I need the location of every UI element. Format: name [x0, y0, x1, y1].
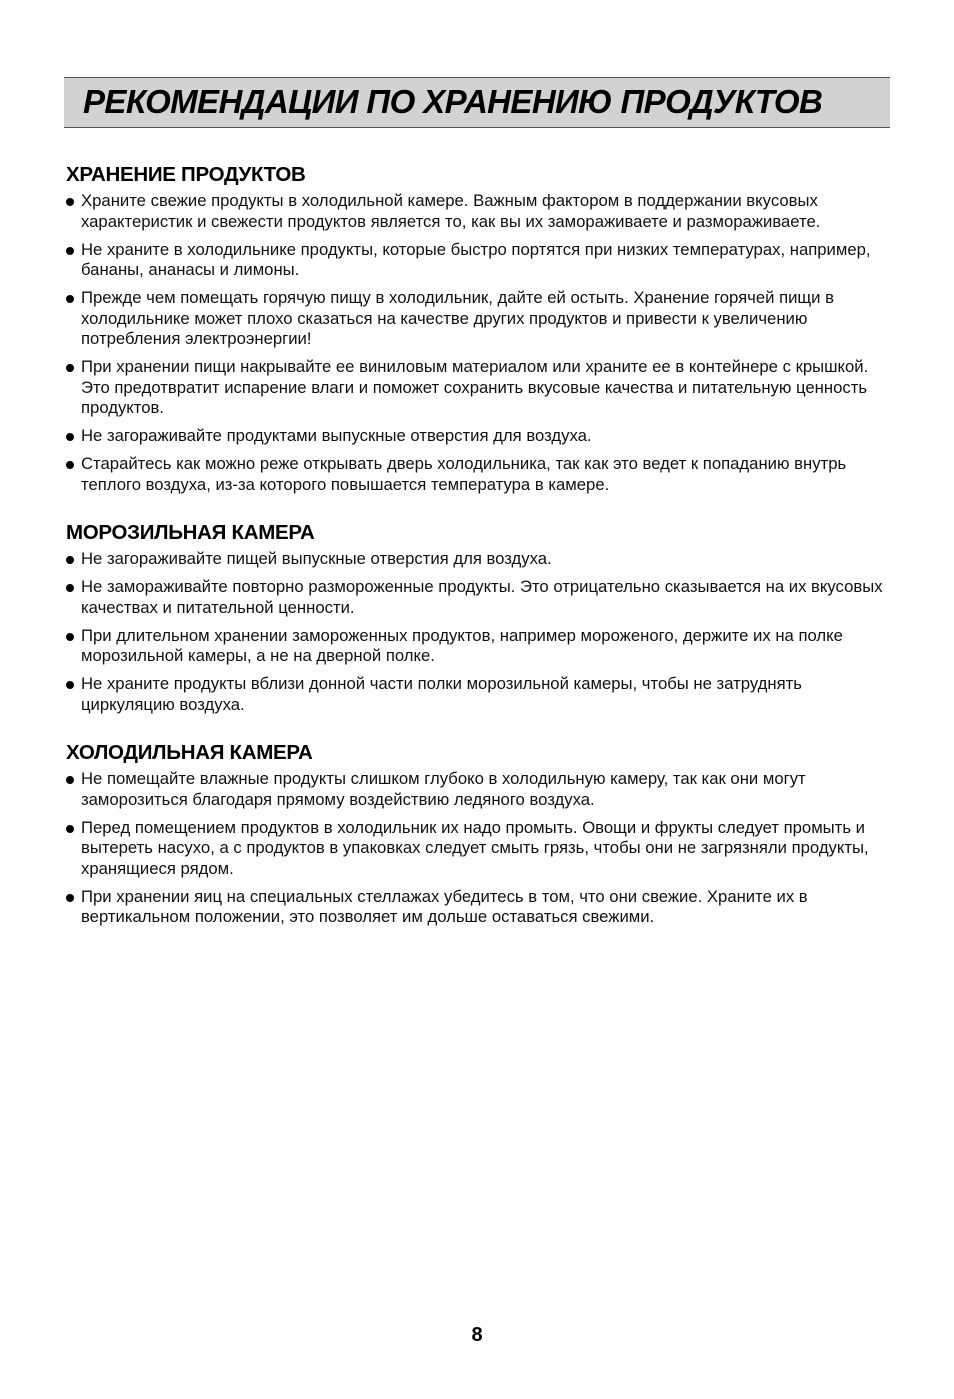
list-item — [66, 549, 890, 570]
bullet-list — [66, 769, 890, 928]
section-heading: МОРОЗИЛЬНАЯ КАМЕРА — [66, 521, 315, 544]
list-item-text: При длительном хранении замороженных продуктов, например мороженого, держите их на полке морозильной камеры, а не на дверной полке. — [81, 625, 843, 665]
section-heading: ХРАНЕНИЕ ПРОДУКТОВ — [66, 163, 306, 186]
list-item — [66, 818, 890, 880]
bullet-icon — [66, 584, 74, 592]
bullet-icon — [66, 295, 74, 303]
list-item-text: Перед помещением продуктов в холодильник их надо промыть. Овощи и фрукты следует промыть и вытереть насухо, а с продуктов в упаковках следует смыть грязь, чтобы они не загрязняли продукты, хранящиеся рядом. — [81, 817, 869, 878]
list-item — [66, 626, 890, 667]
list-item-text: Не загораживайте пищей выпускные отверстия для воздуха. — [81, 549, 552, 568]
list-item-text: Прежде чем помещать горячую пищу в холодильник, дайте ей остыть. Хранение горячей пищи в холодильнике может плохо сказаться на качестве других продуктов и привести к увеличению потребления электроэнергии! — [81, 288, 834, 348]
list-item — [66, 191, 890, 232]
bullet-icon — [66, 433, 74, 441]
list-item-text: Не замораживайте повторно размороженные продукты. Это отрицательно сказывается на их вкусовых качествах и питательной ценности. — [81, 577, 883, 617]
bullet-list — [66, 191, 890, 495]
bullet-icon — [66, 364, 74, 372]
list-item-text: Не загораживайте продуктами выпускные отверстия для воздуха. — [81, 426, 592, 445]
list-item-text: При хранении яиц на специальных стеллажах убедитесь в том, что они свежие. Храните их в вертикальном положении, это позволяет им дольше оставаться свежими. — [81, 886, 808, 926]
list-item — [66, 674, 890, 715]
title-banner — [64, 77, 890, 128]
list-item — [66, 357, 890, 419]
bullet-icon — [66, 776, 74, 784]
bullet-icon — [66, 461, 74, 469]
section-fridge — [66, 738, 890, 928]
list-item — [66, 577, 890, 618]
bullet-icon — [66, 681, 74, 689]
list-item — [66, 288, 890, 350]
list-item — [66, 887, 890, 928]
bullet-icon — [66, 894, 74, 902]
bullet-icon — [66, 825, 74, 833]
section-heading: ХОЛОДИЛЬНАЯ КАМЕРА — [66, 741, 313, 764]
page-title: РЕКОМЕНДАЦИИ ПО ХРАНЕНИЮ ПРОДУКТОВ — [83, 83, 823, 120]
section-food-storage — [66, 160, 890, 495]
page-number: 8 — [471, 1324, 483, 1346]
list-item-text: Не храните в холодильнике продукты, которые быстро портятся при низких температурах, например, бананы, ананасы и лимоны. — [81, 239, 871, 279]
list-item — [66, 769, 890, 810]
list-item — [66, 454, 890, 495]
section-freezer — [66, 518, 890, 715]
bullet-icon — [66, 247, 74, 255]
bullet-icon — [66, 198, 74, 206]
bullet-icon — [66, 556, 74, 564]
bullet-list — [66, 549, 890, 715]
list-item-text: Не храните продукты вблизи донной части полки морозильной камеры, чтобы не затруднять циркуляцию воздуха. — [81, 674, 802, 714]
list-item-text: Не помещайте влажные продукты слишком глубоко в холодильную камеру, так как они могут заморозиться благодаря прямому воздействию ледяного воздуха. — [81, 769, 806, 809]
list-item-text: Храните свежие продукты в холодильной камере. Важным фактором в поддержании вкусовых характеристик и свежести продуктов является то, как вы их замораживаете и размораживаете. — [81, 191, 821, 231]
main-content — [66, 160, 890, 928]
list-item-text: При хранении пищи накрывайте ее виниловым материалом или храните ее в контейнере с крышкой. Это предотвратит испарение влаги и поможет сохранить вкусовые качества и питательную ценность продуктов. — [81, 357, 869, 417]
list-item — [66, 426, 890, 447]
list-item — [66, 240, 890, 281]
bullet-icon — [66, 633, 74, 641]
list-item-text: Старайтесь как можно реже открывать дверь холодильника, так как это ведет к попаданию внутрь теплого воздуха, из-за которого повышается температура в камере. — [81, 454, 847, 494]
